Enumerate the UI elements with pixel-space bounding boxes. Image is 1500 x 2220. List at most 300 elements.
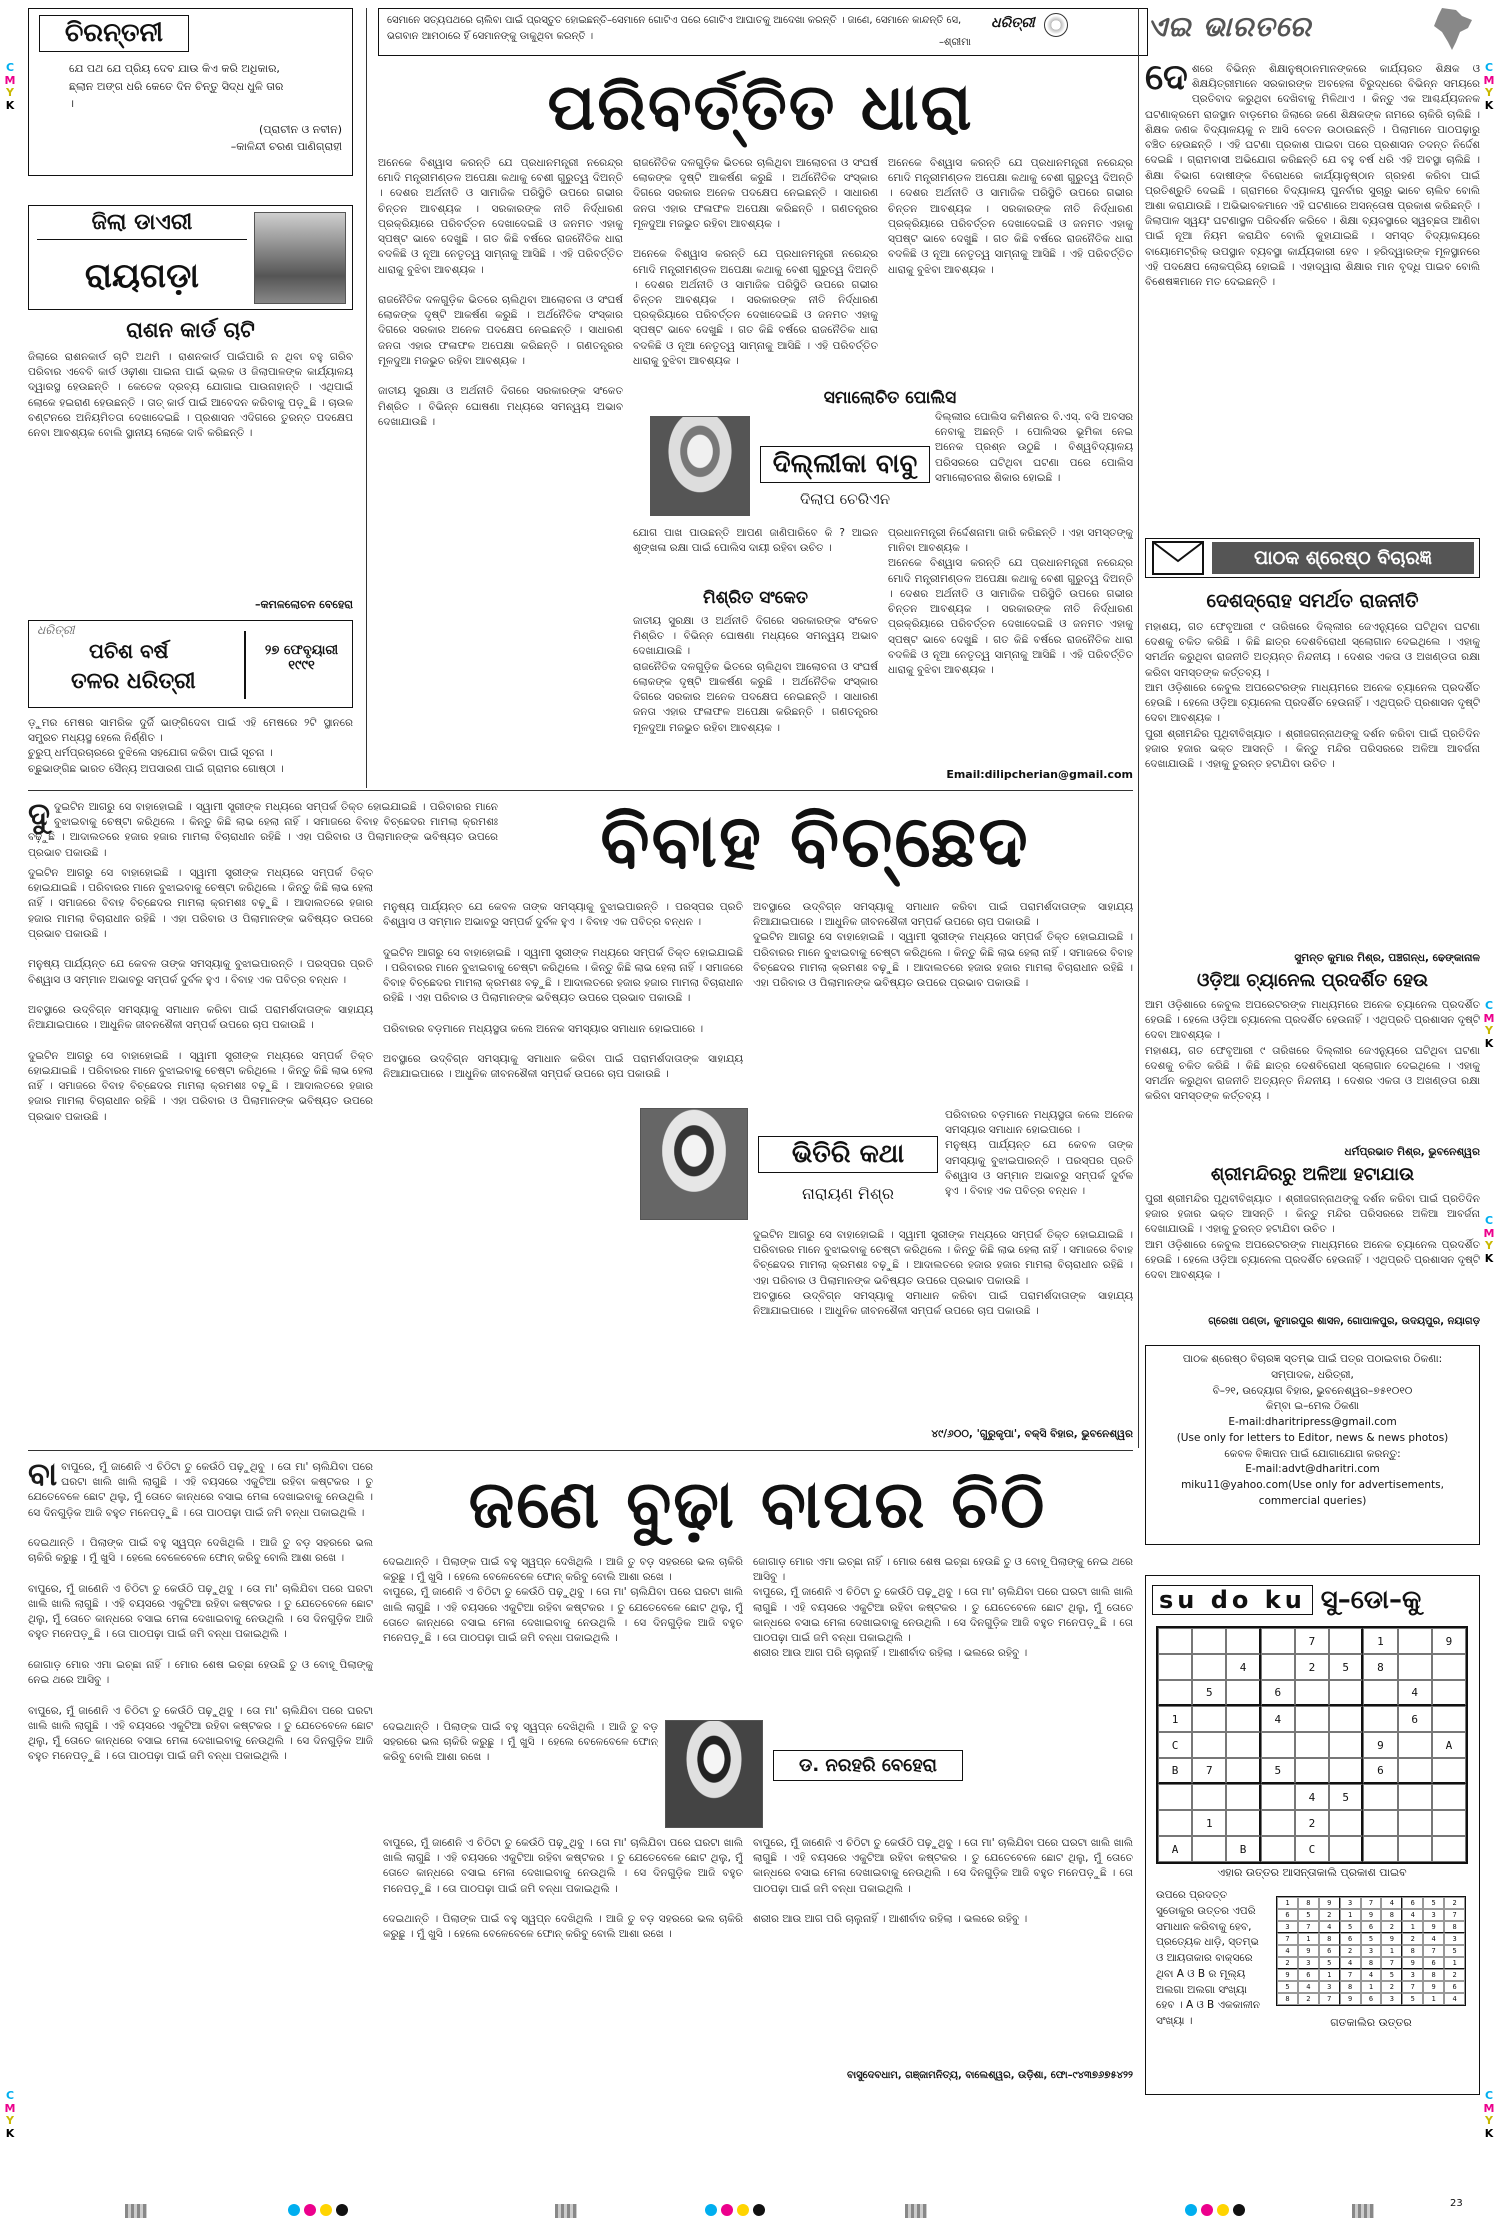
sudoku-cell: 8 [1363, 1654, 1397, 1680]
cmyk-mark-top-right: C M Y K [1483, 61, 1495, 112]
sudoku-answer-cell: 3 [1277, 1921, 1298, 1933]
article1-col3b-text: ଦିଲ୍ଲୀର ପୋଲିସ କମିଶନର ବି.ଏସ୍. ବସି ଅବସର ନେବାକୁ ଅଛନ୍ତି । ପୋଲିସର ଭୂମିକା ନେଇ ଅନେକ ପ୍ରଶ୍ନ ଉଠୁଛି । ବିଶ୍ୱବିଦ୍ୟାଳୟ ପରିସରରେ ଘଟିଥିବା ଘଟଣା ପରେ ପୋଲିସ ସମାଲୋଚନାର ଶିକାର ହୋଇଛି । [935, 411, 1133, 484]
sudoku-cell [1398, 1628, 1432, 1654]
sudoku-answer-cell: 7 [1277, 1933, 1298, 1945]
sudoku-cell [1226, 1810, 1260, 1836]
article2-byline-box [640, 1108, 940, 1223]
address-line: କିମ୍ବା ଇ–ମେଲ ଠିକଣା [1265, 1400, 1360, 1413]
article2-col3-text: ଅବସ୍ଥାରେ ଉଦ୍‌ବିଗ୍ନ ସମସ୍ୟାକୁ ସମାଧାନ କରିବା ପାଇଁ ପରାମର୍ଶଦାତାଙ୍କ ସାହାଯ୍ୟ ନିଆଯାଇପାରେ । ଆଧୁନିକ ଜୀବନଶୈଳୀ ସମ୍ପର୍କ ଉପରେ ଚାପ ପକାଉଛି । [753, 901, 1133, 929]
sudoku-cell: 4 [1226, 1654, 1260, 1680]
article1-col2c [633, 614, 878, 764]
article2-col3c [753, 1228, 1133, 1424]
article2-col3 [753, 900, 1133, 1105]
sudoku-cell [1329, 1628, 1363, 1654]
article3-intro: ବାବାପୁରେ, ମୁଁ ଜାଣେନି ଏ ଚିଠିଟା ତୁ କେଉଁଠି ପଢ଼ୁଥିବୁ । ତୋ ମା' ଚାଲିଯିବା ପରେ ଘରଟା ଖାଲି ଖାଲି ଲାଗୁଛି । ଏହି ବୟସରେ ଏକୁଟିଆ ରହିବା କଷ୍ଟକର । ତୁ ଯେତେବେଳେ ଛୋଟ ଥିଲୁ, ମୁଁ ତୋତେ କାନ୍ଧରେ ବସାଇ ମେଳା ଦେଖାଇବାକୁ ନେଉଥିଲି । ସେ ଦିନଗୁଡ଼ିକ ଆଜି ବହୁତ ମନେପଡ଼ୁଛି । ତୋ ପାଠପଢ଼ା ପାଇଁ ଜମି ବନ୍ଧା ପକାଇଥିଲି । ଦେଇଥାନ୍ତି । ପିଲାଙ୍କ ପାଇଁ ବହୁ ସ୍ୱପ୍ନ ଦେଖିଥିଲି । ଆଜି ତୁ ବଡ଼ ସହରରେ ଭଲ ଚାକିରି କରୁଛୁ । ମୁଁ ଖୁସି । ହେଲେ ବେଳେବେଳେ ଫୋନ୍ କରିବୁ ବୋଲି ଆଶା ରଖେ । ବାପୁରେ, ମୁଁ ଜାଣେନି ଏ ଚିଠିଟା ତୁ କେଉଁଠି ପଢ଼ୁଥିବୁ । ତୋ ମା' ଚାଲିଯିବା ପରେ ଘରଟା ଖାଲି ଖାଲି ଲାଗୁଛି । ଏହି ବୟସରେ ଏକୁଟିଆ ରହିବା କଷ୍ଟକର । ତୁ ଯେତେବେଳେ ଛୋଟ ଥିଲୁ, ମୁଁ ତୋତେ କାନ୍ଧରେ ବସାଇ ମେଳା ଦେଖାଇବାକୁ ନେଉଥିଲି । ସେ ଦିନଗୁଡ଼ିକ ଆଜି ବହୁତ ମନେପଡ଼ୁଛି । ତୋ ପାଠପଢ଼ା ପାଇଁ ଜମି ବନ୍ଧା ପକାଇଥିଲି । ଜୋଗାଡ଼ ମୋର ଏମା ଇଚ୍ଛା ନାହିଁ । ମୋର ଶେଷ ଇଚ୍ଛା ହେଉଛି ତୁ ଓ ବୋହୂ ପିଲାଙ୍କୁ ନେଇ ଥରେ ଆସିବୁ । ବାପୁରେ, ମୁଁ ଜାଣେନି ଏ ଚିଠିଟା ତୁ କେଉଁଠି ପଢ଼ୁଥିବୁ । ତୋ ମା' ଚାଲିଯିବା ପରେ ଘରଟା ଖାଲି ଖାଲି ଲାଗୁଛି । ଏହି ବୟସରେ ଏକୁଟିଆ ରହିବା କଷ୍ଟକର । ତୁ ଯେତେବେଳେ ଛୋଟ ଥିଲୁ, ମୁଁ ତୋତେ କାନ୍ଧରେ ବସାଇ ମେଳା ଦେଖାଇବାକୁ ନେଉଥିଲି । ସେ ଦିନଗୁଡ଼ିକ ଆଜି ବହୁତ ମନେପଡ଼ୁଛି । ତୋ ପାଠପଢ଼ା ପାଇଁ ଜମି ବନ୍ଧା ପକାଇଥିଲି । [28, 1460, 373, 1763]
sudoku-answer-grid [1276, 1896, 1466, 2006]
article1-section-heading2: ମିଶ୍ରିତ ସଂକେତ [703, 588, 808, 608]
sudoku-cell [1226, 1732, 1260, 1758]
sudoku-answer-cell: 9 [1423, 1921, 1444, 1933]
sudoku-cell [1226, 1706, 1260, 1732]
cmyk-mark-bottom-left: C M Y K [4, 2089, 16, 2140]
narayan-mishra-photo [640, 1108, 748, 1220]
sudoku-answer-cell: 6 [1402, 1897, 1423, 1909]
article3-col3c-text: ବାପୁରେ, ମୁଁ ଜାଣେନି ଏ ଚିଠିଟା ତୁ କେଉଁଠି ପଢ଼ୁଥିବୁ । ତୋ ମା' ଚାଲିଯିବା ପରେ ଘରଟା ଖାଲି ଖାଲି ଲାଗୁଛି । ଏହି ବୟସରେ ଏକୁଟିଆ ରହିବା କଷ୍ଟକର । ତୁ ଯେତେବେଳେ ଛୋଟ ଥିଲୁ, ମୁଁ ତୋତେ କାନ୍ଧରେ ବସାଇ ମେଳା ଦେଖାଇବାକୁ ନେଉଥିଲି । ସେ ଦିନଗୁଡ଼ିକ ଆଜି ବହୁତ ମନେପଡ଼ୁଛି । ତୋ ପାଠପଢ଼ା ପାଇଁ ଜମି ବନ୍ଧା ପକାଇଥିଲି । [753, 1837, 1133, 1895]
article1-byline-name: ଦିଲ୍ଲୀକା ବାବୁ [760, 446, 930, 483]
sudoku-grid [1156, 1626, 1468, 1864]
sudoku-cell: 7 [1192, 1758, 1226, 1784]
sudoku-answer-cell: 9 [1340, 1993, 1361, 2005]
letters-banner-text: ପାଠକ ଶ୍ରେଷ୍ଠ ବିଚାରଜ୍ଞ [1212, 542, 1474, 574]
article3-col3-text: ଜୋଗାଡ଼ ମୋର ଏମା ଇଚ୍ଛା ନାହିଁ । ମୋର ଶେଷ ଇଚ୍ଛା ହେଉଛି ତୁ ଓ ବୋହୂ ପିଲାଙ୍କୁ ନେଇ ଥରେ ଆସିବୁ । [753, 1556, 1133, 1584]
article2-col3-text2: ଦୁଇଟିନ ଆଗରୁ ସେ ବାହାହୋଇଛି । ସ୍ୱାମୀ ସ୍ତ୍ରୀଙ୍କ ମଧ୍ୟରେ ସମ୍ପର୍କ ତିକ୍ତ ହୋଇଯାଇଛି । ପରିବାରର ମାନେ ବୁଝାଇବାକୁ ଚେଷ୍ଟା କରିଥିଲେ । କିନ୍ତୁ କିଛି ଲାଭ ହେଲା ନାହିଁ । ସମାଜରେ ବିବାହ ବିଚ୍ଛେଦର ମାମଲା କ୍ରମଶଃ ବଢ଼ୁଛି । ଆଦାଲତରେ ହଜାର ହଜାର ମାମଲା ବିଚାରାଧୀନ ରହିଛି । ଏହା ପରିବାର ଓ ପିଲାମାନଙ୍କ ଭବିଷ୍ୟତ ଉପରେ ପ୍ରଭାବ ପକାଉଛି । [753, 931, 1133, 990]
sudoku-answer-cell: 1 [1340, 1909, 1361, 1921]
sudoku-answer-cell: 8 [1423, 1969, 1444, 1981]
sudoku-answer-cell: 4 [1277, 1945, 1298, 1957]
sudoku-answer-cell: 5 [1340, 1921, 1361, 1933]
article1-email: Email:dilipcherian@gmail.com [946, 768, 1133, 781]
sudoku-cell [1226, 1784, 1260, 1810]
sudoku-cell [1226, 1680, 1260, 1706]
article1-col1-text: ଅନେକେ ବିଶ୍ୱାସ କରନ୍ତି ଯେ ପ୍ରଧାନମନ୍ତ୍ରୀ ନରେନ୍ଦ୍ର ମୋଦି ମନ୍ତ୍ରୀମଣ୍ଡଳ ଅପେକ୍ଷା କଥାକୁ ବେଶୀ ଗୁରୁତ୍ୱ ଦିଅନ୍ତି । ଦେଶର ଅର୍ଥନୀତି ଓ ସାମାଜିକ ପରିସ୍ଥିତି ଉପରେ ଗଭୀର ଚିନ୍ତନ ଆବଶ୍ୟକ । ସରକାରଙ୍କ ନୀତି ନିର୍ଦ୍ଧାରଣ ପ୍ରକ୍ରିୟାରେ ପରିବର୍ତ୍ତନ ଦେଖାଦେଇଛି ଓ ଜନମତ ଏହାକୁ ସ୍ପଷ୍ଟ ଭାବେ ଦେଖୁଛି । ଗତ କିଛି ବର୍ଷରେ ରାଜନୈତିକ ଧାରା ବଦଳିଛି ଓ ନୂଆ ନେତୃତ୍ୱ ସାମ୍ନାକୁ ଆସିଛି । ଏହି ପରିବର୍ତ୍ତିତ ଧାରାକୁ ବୁଝିବା ଆବଶ୍ୟକ । [378, 157, 623, 276]
sudoku-cell [1192, 1628, 1226, 1654]
sudoku-cell: 1 [1158, 1706, 1192, 1732]
article3-col2c [383, 1836, 743, 2084]
sudoku-cell [1261, 1784, 1295, 1810]
sudoku-answer-cell: 2 [1340, 1945, 1361, 1957]
sudoku-answer-cell: 6 [1298, 1969, 1319, 1981]
dharitri-25-item: ଚୁରୁପ୍ ଧର୍ମପ୍ରଚାରରେ ବୁଝିଲେ ସହଯୋଗ କରିବା ପାଇଁ ସୂଚନା । [28, 747, 273, 760]
letter2-text-extra: ମହାଶୟ, ଗତ ଫେବୃଆରୀ ୯ ତାରିଖରେ ଦିଲ୍ଲୀର ଜେଏନ୍ୟୁରେ ଘଟିଥିବା ଘଟଣା ଦେଶକୁ ଚକିତ କରିଛି । କିଛି ଛାତ୍ର ଦେଶବିରୋଧୀ ସ୍ଲୋଗାନ ଦେଇଥିଲେ । ଏହାକୁ ସମର୍ଥନ କରୁଥିବା ରାଜନୀତି ଅତ୍ୟନ୍ତ ନିନ୍ଦନୀୟ । ଦେଶର ଏକତା ଓ ଅଖଣ୍ଡତା ରକ୍ଷା କରିବା ସମସ୍ତଙ୍କ କର୍ତ୍ତବ୍ୟ । [1145, 1044, 1480, 1103]
masthead-quote: ସେମାନେ ସତ୍ୟପଥରେ ଚାଲିବା ପାଇଁ ପ୍ରସ୍ତୁତ ହୋଇଛନ୍ତି–ସେମାନେ ଗୋଟିଏ ପରେ ଗୋଟିଏ ଆଘାତକୁ ଆଦେଖା କରନ୍ତି । ଜାଣେ, ସେମାନେ କାନ୍ଦନ୍ତି ସେ, ଭଗବାନ ଆମଠାରେ ହିଁ ସେମାନଙ୍କୁ ଡାକୁଥିବା କରନ୍ତି । [387, 15, 962, 42]
sudoku-caption: ଏହାର ଉତ୍ତର ଆସନ୍ତାକାଲି ପ୍ରକାଶ ପାଇବ [1217, 1866, 1407, 1879]
sudoku-cell: 2 [1295, 1654, 1329, 1680]
article1-col3c-text: ପ୍ରଧାନମନ୍ତ୍ରୀ ନିର୍ଦ୍ଦେଶନାମା ଜାରି କରିଛନ୍ତି । ଏହା ସମସ୍ତଙ୍କୁ ମାନିବା ଆବଶ୍ୟକ । [888, 527, 1133, 555]
temple-photo [254, 212, 346, 304]
ration-card-body [28, 350, 353, 600]
sudoku-cell [1295, 1680, 1329, 1706]
ad-contact-label: କେବଳ ବିଜ୍ଞାପନ ପାଇଁ ଯୋଗାଯୋଗ କରନ୍ତୁ: [1224, 1447, 1401, 1460]
sudoku-cell [1398, 1836, 1432, 1862]
article1-col2c-text2: ରାଜନୈତିକ ଦଳଗୁଡ଼ିକ ଭିତରେ ଚାଲିଥିବା ଆଲୋଚନା ଓ ସଂଘର୍ଷ ଲୋକଙ୍କ ଦୃଷ୍ଟି ଆକର୍ଷଣ କରୁଛି । ଅର୍ଥନୈତିକ ସଂସ୍କାର ଦିଗରେ ସରକାର ଅନେକ ପଦକ୍ଷେପ ନେଇଛନ୍ତି । ସାଧାରଣ ଜନତା ଏହାର ଫଳାଫଳ ଅପେକ୍ଷା କରିଛନ୍ତି । ଗଣତନ୍ତ୍ରର ମୂଳଦୁଆ ମଜଭୁତ ରହିବା ଆବଶ୍ୟକ । [633, 660, 878, 734]
sudoku-answer-cell: 8 [1277, 1993, 1298, 2005]
ration-card-text: ଜିଲାରେ ରାଶନକାର୍ଡ ଚାଟି ଅଥମି । ରାଶନକାର୍ଡ ପାଇଁପାରି ନ ଥିବା ବହୁ ଗରିବ ପରିବାର ଏବେବି କାର୍ଡ ଓଢ଼ୀଶା ପାଇନା ପାଇଁ ଭ୍ଲକ ଓ ଜିଲାପାଳଙ୍କ କାର୍ଯ୍ୟାଳୟ ଦ୍ୱାରସ୍ଥ ହେଉଛନ୍ତି । କେତେକ ଦ୍ରବ୍ୟ ଯୋଗାଇ ପାଉନାହାନ୍ତି । ଏଥିପାଇଁ ଲୋକେ ହଇରାଣ ହେଉଛନ୍ତି । ତାତ୍ କାର୍ଡ ପାଇଁ ଆବେଦନ କରିବାକୁ ପଡ଼ୁଛି । ଚାଉଳ ବଣ୍ଟନରେ ଅନିୟମିତତା ଦେଖାଦେଇଛି । ପ୍ରଶାସନ ଏଦିଗରେ ତୁରନ୍ତ ପଦକ୍ଷେପ ନେବା ଆବଶ୍ୟକ ବୋଲି ସ୍ଥାନୀୟ ଲୋକେ ଦାବି କରିଛନ୍ତି । [28, 351, 353, 440]
article3-col1-text2: ଦେଇଥାନ୍ତି । ପିଲାଙ୍କ ପାଇଁ ବହୁ ସ୍ୱପ୍ନ ଦେଖିଥିଲି । ଆଜି ତୁ ବଡ଼ ସହରରେ ଭଲ ଚାକିରି କରୁଛୁ । ମୁଁ ଖୁସି । ହେଲେ ବେଳେବେଳେ ଫୋନ୍ କରିବୁ ବୋଲି ଆଶା ରଖେ । [28, 1537, 373, 1565]
india-map-icon [1428, 6, 1476, 52]
sudoku-answer-cell: 8 [1340, 1981, 1361, 1993]
sudoku-answer-cell: 8 [1381, 1909, 1402, 1921]
sudoku-answer-cell: 1 [1277, 1897, 1298, 1909]
article3-col2-text2: ବାପୁରେ, ମୁଁ ଜାଣେନି ଏ ଚିଠିଟା ତୁ କେଉଁଠି ପଢ଼ୁଥିବୁ । ତୋ ମା' ଚାଲିଯିବା ପରେ ଘରଟା ଖାଲି ଖାଲି ଲାଗୁଛି । ଏହି ବୟସରେ ଏକୁଟିଆ ରହିବା କଷ୍ଟକର । ତୁ ଯେତେବେଳେ ଛୋଟ ଥିଲୁ, ମୁଁ ତୋତେ କାନ୍ଧରେ ବସାଇ ମେଳା ଦେଖାଇବାକୁ ନେଉଥିଲି । ସେ ଦିନଗୁଡ଼ିକ ଆଜି ବହୁତ ମନେପଡ଼ୁଛି । ତୋ ପାଠପଢ଼ା ପାଇଁ ଜମି ବନ୍ଧା ପକାଇଥିଲି । [383, 1586, 743, 1645]
sudoku-answer-cell: 2 [1444, 1897, 1465, 1909]
cmyk-mark-mid-right-2: C M Y K [1483, 1214, 1495, 1265]
sudoku-answer-cell: 2 [1381, 1981, 1402, 1993]
letter3-author: ଗ୍ରେଖା ପଣ୍ଡା, କୁମାରପୁର ଶାସନ, ଗୋପାଳପୁର, ଉଦୟପୁର, ନୟାଗଡ଼ [1208, 1316, 1480, 1327]
sudoku-answer-cell: 4 [1298, 1981, 1319, 1993]
sudoku-cell [1398, 1654, 1432, 1680]
sudoku-cell [1363, 1680, 1397, 1706]
article3-col3-text3: ଶରୀର ଆଉ ଆଗ ପରି ଚାଲୁନାହିଁ । ଆଶୀର୍ବାଦ ରହିଲା । ଭଲରେ ରହିବୁ । [753, 1647, 1028, 1660]
sudoku-answer-cell: 6 [1340, 1933, 1361, 1945]
sudoku-answer-cell: 5 [1319, 1957, 1340, 1969]
sudoku-answer-cell: 5 [1402, 1993, 1423, 2005]
article3-col2b-text: ଦେଇଥାନ୍ତି । ପିଲାଙ୍କ ପାଇଁ ବହୁ ସ୍ୱପ୍ନ ଦେଖିଥିଲି । ଆଜି ତୁ ବଡ଼ ସହରରେ ଭଲ ଚାକିରି କରୁଛୁ । ମୁଁ ଖୁସି । ହେଲେ ବେଳେବେଳେ ଫୋନ୍ କରିବୁ ବୋଲି ଆଶା ରଖେ । [383, 1721, 658, 1764]
article3-col2c-text2: ଦେଇଥାନ୍ତି । ପିଲାଙ୍କ ପାଇଁ ବହୁ ସ୍ୱପ୍ନ ଦେଖିଥିଲି । ଆଜି ତୁ ବଡ଼ ସହରରେ ଭଲ ଚାକିରି କରୁଛୁ । ମୁଁ ଖୁସି । ହେଲେ ବେଳେବେଳେ ଫୋନ୍ କରିବୁ ବୋଲି ଆଶା ରଖେ । [383, 1913, 743, 1941]
article1-col3-text: ଅନେକେ ବିଶ୍ୱାସ କରନ୍ତି ଯେ ପ୍ରଧାନମନ୍ତ୍ରୀ ନରେନ୍ଦ୍ର ମୋଦି ମନ୍ତ୍ରୀମଣ୍ଡଳ ଅପେକ୍ଷା କଥାକୁ ବେଶୀ ଗୁରୁତ୍ୱ ଦିଅନ୍ତି । ଦେଶର ଅର୍ଥନୀତି ଓ ସାମାଜିକ ପରିସ୍ଥିତି ଉପରେ ଗଭୀର ଚିନ୍ତନ ଆବଶ୍ୟକ । ସରକାରଙ୍କ ନୀତି ନିର୍ଦ୍ଧାରଣ ପ୍ରକ୍ରିୟାରେ ପରିବର୍ତ୍ତନ ଦେଖାଦେଇଛି ଓ ଜନମତ ଏହାକୁ ସ୍ପଷ୍ଟ ଭାବେ ଦେଖୁଛି । ଗତ କିଛି ବର୍ଷରେ ରାଜନୈତିକ ଧାରା ବଦଳିଛି ଓ ନୂଆ ନେତୃତ୍ୱ ସାମ୍ନାକୁ ଆସିଛି । ଏହି ପରିବର୍ତ୍ତିତ ଧାରାକୁ ବୁଝିବା ଆବଶ୍ୟକ । [888, 157, 1133, 276]
sudoku-cell [1295, 1706, 1329, 1732]
footer-gray-bar [125, 2204, 147, 2218]
sudoku-answer-cell: 5 [1361, 1933, 1382, 1945]
sudoku-answer-cell: 7 [1444, 1909, 1465, 1921]
sudoku-cell: 6 [1398, 1706, 1432, 1732]
article1-byline-author: ଦିଲାପ ଚେରିଏନ [799, 490, 891, 508]
sudoku-cell [1158, 1680, 1192, 1706]
letter2-title: ଓଡ଼ିଆ ଚ୍ୟାନେଲ ପ୍ରଦର୍ଶିତ ହେଉ [1196, 970, 1429, 991]
dharitri-25-item: ଡ଼ୁମର ମେଷର ସାମରିକ ଦୁର୍ଜି ଭାଙ୍ଗିଦେବା ପାଇଁ ଏହି ମେଷରେ ୨ଟି ସ୍ଥାନରେ ସମ୍ପ୍ରଚ ମଧ୍ୟସ୍ଥ ହେଲେ ନିର୍ଣ୍ଣିତ । [28, 717, 353, 745]
sudoku-answer-cell: 6 [1423, 1957, 1444, 1969]
district-diary-label: ଜିଲା ଡାଏରୀ [37, 210, 247, 240]
article1-col3b [935, 410, 1133, 520]
sudoku-answer-cell: 1 [1423, 1993, 1444, 2005]
section-logo [1145, 6, 1480, 52]
chirantani-source: (ପ୍ରାଚୀନ ଓ ନବୀନ) [259, 122, 342, 136]
footer-reg-dots [1185, 2204, 1245, 2216]
sudoku-cell: 4 [1398, 1680, 1432, 1706]
ad-email-link[interactable]: E-mail:advt@dharitri.com [1245, 1463, 1380, 1476]
sudoku-title [1152, 1582, 1421, 1618]
article1-col1-text-extra: ଜାତୀୟ ସୁରକ୍ଷା ଓ ଅର୍ଥନୀତି ଦିଗରେ ସରକାରଙ୍କ ସଂକେତ ମିଶ୍ରିତ । ବିଭିନ୍ନ ଘୋଷଣା ମଧ୍ୟରେ ସମନ୍ୱୟ ଅଭାବ ଦେଖାଯାଉଛି । [378, 385, 623, 428]
letter2-author: ଧର୍ମପ୍ରଭାତ ମିଶ୍ର, ଭୁବନେଶ୍ୱର [1344, 1146, 1480, 1158]
sudoku-cell [1192, 1732, 1226, 1758]
article1-headline: ପରିବର୍ତ୍ତିତ ଧାରା [547, 71, 974, 145]
article3-col1-text3: ବାପୁରେ, ମୁଁ ଜାଣେନି ଏ ଚିଠିଟା ତୁ କେଉଁଠି ପଢ଼ୁଥିବୁ । ତୋ ମା' ଚାଲିଯିବା ପରେ ଘରଟା ଖାଲି ଖାଲି ଲାଗୁଛି । ଏହି ବୟସରେ ଏକୁଟିଆ ରହିବା କଷ୍ଟକର । ତୁ ଯେତେବେଳେ ଛୋଟ ଥିଲୁ, ମୁଁ ତୋତେ କାନ୍ଧରେ ବସାଇ ମେଳା ଦେଖାଇବାକୁ ନେଉଥିଲି । ସେ ଦିନଗୁଡ଼ିକ ଆଜି ବହୁତ ମନେପଡ଼ୁଛି । ତୋ ପାଠପଢ଼ା ପାଇଁ ଜମି ବନ୍ଧା ପକାଇଥିଲି । [28, 1582, 373, 1641]
sudoku-cell: B [1226, 1836, 1260, 1862]
sudoku-answer-cell: 9 [1277, 1969, 1298, 1981]
sudoku-cell: C [1158, 1732, 1192, 1758]
sudoku-answer-cell: 2 [1298, 1993, 1319, 2005]
article3-col1-text5: ବାପୁରେ, ମୁଁ ଜାଣେନି ଏ ଚିଠିଟା ତୁ କେଉଁଠି ପଢ଼ୁଥିବୁ । ତୋ ମା' ଚାଲିଯିବା ପରେ ଘରଟା ଖାଲି ଖାଲି ଲାଗୁଛି । ଏହି ବୟସରେ ଏକୁଟିଆ ରହିବା କଷ୍ଟକର । ତୁ ଯେତେବେଳେ ଛୋଟ ଥିଲୁ, ମୁଁ ତୋତେ କାନ୍ଧରେ ବସାଇ ମେଳା ଦେଖାଇବାକୁ ନେଉଥିଲି । ସେ ଦିନଗୁଡ଼ିକ ଆଜି ବହୁତ ମନେପଡ଼ୁଛି । ତୋ ପାଠପଢ଼ା ପାଇଁ ଜମି ବନ୍ଧା ପକାଇଥିଲି । [28, 1704, 373, 1763]
sudoku-answer-cell: 2 [1277, 1957, 1298, 1969]
sudoku-answer-cell: 8 [1319, 1933, 1340, 1945]
sudoku-answer-cell: 3 [1340, 1897, 1361, 1909]
letter1-text-extra2: ପୁରୀ ଶ୍ରୀମନ୍ଦିର ପୃଥିବୀବିଖ୍ୟାତ । ଶ୍ରୀଜଗନ୍ନାଥଙ୍କୁ ଦର୍ଶନ କରିବା ପାଇଁ ପ୍ରତିଦିନ ହଜାର ହଜାର ଭକ୍ତ ଆସନ୍ତି । କିନ୍ତୁ ମନ୍ଦିର ପରିସରରେ ଅଳିଆ ଆବର୍ଜନା ଦେଖାଯାଉଛି । ଏହାକୁ ତୁରନ୍ତ ହଟାଯିବା ଉଚିତ । [1145, 727, 1480, 770]
sudoku-cell: 9 [1432, 1628, 1466, 1654]
sudoku-answer-cell: 7 [1381, 1957, 1402, 1969]
sudoku-answer-cell: 3 [1423, 1909, 1444, 1921]
sudoku-answer-intro: ଉପରେ ପ୍ରଦତ୍ତ ସୁଡୋକୁର ଉତ୍ତର ଏପରି ସମାଧାନ କରିବାକୁ ହେବ, ପ୍ରତ୍ୟେକ ଧାଡ଼ି, ସ୍ତମ୍ଭ ଓ ଆୟତାକାର ବାକ୍ସରେ ଥିବା A ଓ B ର ମୂଲ୍ୟ ଅଲଗା ଅଲଗା ସଂଖ୍ୟା ହେବ । A ଓ B ଏକକାଳୀନ ସଂଖ୍ୟା । [1156, 1889, 1260, 2027]
article3-col3c-text2: ଶରୀର ଆଉ ଆଗ ପରି ଚାଲୁନାହିଁ । ଆଶୀର୍ବାଦ ରହିଲା । ଭଲରେ ରହିବୁ । [753, 1913, 1028, 1926]
sudoku-cell: 7 [1295, 1628, 1329, 1654]
dharitri-25-label: ଧରିତ୍ରୀ [37, 623, 75, 637]
sudoku-answer-cell: 9 [1402, 1957, 1423, 1969]
address-line: ସମ୍ପାଦକ, ଧରିତ୍ରୀ, [1271, 1368, 1354, 1381]
article1-col2-text-extra: ଅନେକେ ବିଶ୍ୱାସ କରନ୍ତି ଯେ ପ୍ରଧାନମନ୍ତ୍ରୀ ନରେନ୍ଦ୍ର ମୋଦି ମନ୍ତ୍ରୀମଣ୍ଡଳ ଅପେକ୍ଷା କଥାକୁ ବେଶୀ ଗୁରୁତ୍ୱ ଦିଅନ୍ତି । ଦେଶର ଅର୍ଥନୀତି ଓ ସାମାଜିକ ପରିସ୍ଥିତି ଉପରେ ଗଭୀର ଚିନ୍ତନ ଆବଶ୍ୟକ । ସରକାରଙ୍କ ନୀତି ନିର୍ଦ୍ଧାରଣ ପ୍ରକ୍ରିୟାରେ ପରିବର୍ତ୍ତନ ଦେଖାଦେଇଛି ଓ ଜନମତ ଏହାକୁ ସ୍ପଷ୍ଟ ଭାବେ ଦେଖୁଛି । ଗତ କିଛି ବର୍ଷରେ ରାଜନୈତିକ ଧାରା ବଦଳିଛି ଓ ନୂଆ ନେତୃତ୍ୱ ସାମ୍ନାକୁ ଆସିଛି । ଏହି ପରିବର୍ତ୍ତିତ ଧାରାକୁ ବୁଝିବା ଆବଶ୍ୟକ । [633, 248, 878, 367]
article1-col2-text: ରାଜନୈତିକ ଦଳଗୁଡ଼ିକ ଭିତରେ ଚାଲିଥିବା ଆଲୋଚନା ଓ ସଂଘର୍ଷ ଲୋକଙ୍କ ଦୃଷ୍ଟି ଆକର୍ଷଣ କରୁଛି । ଅର୍ଥନୈତିକ ସଂସ୍କାର ଦିଗରେ ସରକାର ଅନେକ ପଦକ୍ଷେପ ନେଇଛନ୍ତି । ସାଧାରଣ ଜନତା ଏହାର ଫଳାଫଳ ଅପେକ୍ଷା କରିଛନ୍ତି । ଗଣତନ୍ତ୍ରର ମୂଳଦୁଆ ମଜଭୁତ ରହିବା ଆବଶ୍ୟକ । [633, 157, 878, 230]
sudoku-answer-cell: 6 [1361, 1993, 1382, 2005]
letter1-author: ସୁମନ୍ତ କୁମାର ମିଶ୍ର, ପଞ୍ଚଗନ୍ଧ, ଢେଙ୍କାନାଳ [1294, 952, 1480, 964]
sudoku-cell: 4 [1261, 1706, 1295, 1732]
sudoku-cell [1398, 1784, 1432, 1810]
letters-banner [1145, 538, 1480, 578]
sudoku-cell [1363, 1706, 1397, 1732]
sudoku-answer-cell: 6 [1361, 1921, 1382, 1933]
article2-col1-text4: ଦୁଇଟିନ ଆଗରୁ ସେ ବାହାହୋଇଛି । ସ୍ୱାମୀ ସ୍ତ୍ରୀଙ୍କ ମଧ୍ୟରେ ସମ୍ପର୍କ ତିକ୍ତ ହୋଇଯାଇଛି । ପରିବାରର ମାନେ ବୁଝାଇବାକୁ ଚେଷ୍ଟା କରିଥିଲେ । କିନ୍ତୁ କିଛି ଲାଭ ହେଲା ନାହିଁ । ସମାଜରେ ବିବାହ ବିଚ୍ଛେଦର ମାମଲା କ୍ରମଶଃ ବଢ଼ୁଛି । ଆଦାଲତରେ ହଜାର ହଜାର ମାମଲା ବିଚାରାଧୀନ ରହିଛି । ଏହା ପରିବାର ଓ ପିଲାମାନଙ୍କ ଭବିଷ୍ୟତ ଉପରେ ପ୍ରଭାବ ପକାଉଛି । [28, 1049, 373, 1123]
district-diary-box [28, 205, 353, 310]
sudoku-cell: 5 [1329, 1784, 1363, 1810]
sudoku-answer-cell: 1 [1361, 1981, 1382, 1993]
sudoku-cell: 5 [1192, 1680, 1226, 1706]
article3-col1-text: ବାପୁରେ, ମୁଁ ଜାଣେନି ଏ ଚିଠିଟା ତୁ କେଉଁଠି ପଢ଼ୁଥିବୁ । ତୋ ମା' ଚାଲିଯିବା ପରେ ଘରଟା ଖାଲି ଖାଲି ଲାଗୁଛି । ଏହି ବୟସରେ ଏକୁଟିଆ ରହିବା କଷ୍ଟକର । ତୁ ଯେତେବେଳେ ଛୋଟ ଥିଲୁ, ମୁଁ ତୋତେ କାନ୍ଧରେ ବସାଇ ମେଳା ଦେଖାଇବାକୁ ନେଉଥିଲି । ସେ ଦିନଗୁଡ଼ିକ ଆଜି ବହୁତ ମନେପଡ଼ୁଛି । ତୋ ପାଠପଢ଼ା ପାଇଁ ଜମି ବନ୍ଧା ପକାଇଥିଲି । [28, 1461, 373, 1519]
sudoku-cell [1432, 1706, 1466, 1732]
dharitri-25-date: ୨୭ ଫେବୃୟାରୀ ୧୯୯୧ [264, 643, 339, 673]
sudoku-cell [1363, 1836, 1397, 1862]
chirantani-poem: ଯେ ପଥ ଯେ ପ୍ରିୟ ଦେବ ଯାଉ କିଏ କରି ଅଧିକାର, ଛ୍ଲାନ ଅଙ୍ଗ ଧରି କେତେ ଦିନ ଚିନ୍ତୁ ସିଦ୍ଧ ଧୁଳି ତାର । [69, 62, 284, 111]
sudoku-cell [1192, 1654, 1226, 1680]
cmyk-mark-bottom-right: C M Y K [1483, 2089, 1495, 2140]
dharitri-25-items [28, 716, 353, 786]
sudoku-cell [1158, 1810, 1192, 1836]
article2-byline-author: ନାରାୟଣ ମିଶ୍ର [802, 1184, 894, 1203]
sudoku-cell [1363, 1784, 1397, 1810]
article1-col1-text-repeat: ରାଜନୈତିକ ଦଳଗୁଡ଼ିକ ଭିତରେ ଚାଲିଥିବା ଆଲୋଚନା ଓ ସଂଘର୍ଷ ଲୋକଙ୍କ ଦୃଷ୍ଟି ଆକର୍ଷଣ କରୁଛି । ଅର୍ଥନୈତିକ ସଂସ୍କାର ଦିଗରେ ସରକାର ଅନେକ ପଦକ୍ଷେପ ନେଇଛନ୍ତି । ସାଧାରଣ ଜନତା ଏହାର ଫଳାଫଳ ଅପେକ୍ଷା କରିଛନ୍ତି । ଗଣତନ୍ତ୍ରର ମୂଳଦୁଆ ମଜଭୁତ ରହିବା ଆବଶ୍ୟକ । [378, 293, 623, 367]
sudoku-answer-caption: ଗତକାଲିର ଉତ୍ତର [1330, 2016, 1412, 2029]
article1-col2b-text: ଯୋଗ ପାଖ ପାଉଛନ୍ତି ଆପଣ ଜାଣିପାରିବେ କି ? ଆଇନ ଶୃଙ୍ଖଳା ରକ୍ଷା ପାଇଁ ପୋଲିସ ଦାୟୀ ରହିବା ଉଚିତ । [633, 527, 878, 555]
sudoku-cell: 4 [1295, 1784, 1329, 1810]
sudoku-cell [1261, 1654, 1295, 1680]
sudoku-cell [1158, 1784, 1192, 1810]
article2-col1-text3: ଅବସ୍ଥାରେ ଉଦ୍‌ବିଗ୍ନ ସମସ୍ୟାକୁ ସମାଧାନ କରିବା ପାଇଁ ପରାମର୍ଶଦାତାଙ୍କ ସାହାଯ୍ୟ ନିଆଯାଇପାରେ । ଆଧୁନିକ ଜୀବନଶୈଳୀ ସମ୍ପର୍କ ଉପରେ ଚାପ ପକାଉଛି । [28, 1003, 373, 1032]
sudoku-cell [1329, 1758, 1363, 1784]
ei-bharatare-text: ଦେଶରେ ବିଭିନ୍ନ ଶିକ୍ଷାନୁଷ୍ଠାନମାନଙ୍କରେ କାର୍ଯ୍ୟରତ ଶିକ୍ଷକ ଓ ଶିକ୍ଷୟିତ୍ରୀମାନେ ସରକାରଙ୍କ ଅବହେଳା ବିରୁଦ୍ଧରେ ବିଭିନ୍ନ ସମୟରେ ପ୍ରତିବାଦ କରୁଥିବା ଦେଖିବାକୁ ମିଳିଥାଏ । କିନ୍ତୁ ଏକ ଆଶ୍ଚର୍ଯ୍ୟଜନକ ଘଟଣାକ୍ରମେ ରାଜସ୍ଥାନ ବାଡ଼ମେର ଜିଲାରେ ଜଣେ ଶିକ୍ଷକଙ୍କ ନାମରେ ଚାକିରି ଚାଲିଛି । ଶିକ୍ଷକ ଜଣକ ବିଦ୍ୟାଳୟକୁ ନ ଆସି ବେତନ ଉଠାଉଛନ୍ତି । ପିଲାମାନେ ପାଠପଢ଼ାରୁ ବଞ୍ଚିତ ହେଉଛନ୍ତି । ଏହି ଘଟଣା ପ୍ରକାଶ ପାଇବା ପରେ ପ୍ରଶାସନ ତଦନ୍ତ ନିର୍ଦ୍ଦେଶ ଦେଇଛି । ଗ୍ରାମବାସୀ ଅଭିଯୋଗ କରିଛନ୍ତି ଯେ ବହୁ ବର୍ଷ ଧରି ଏହି ଅବସ୍ଥା ଚାଲିଛି । ଶିକ୍ଷା ବିଭାଗ ଦୋଷୀଙ୍କ ବିରୋଧରେ କାର୍ଯ୍ୟାନୁଷ୍ଠାନ ଗ୍ରହଣ କରିବା ପାଇଁ ପ୍ରତିଶ୍ରୁତି ଦେଇଛି । ଗ୍ରାମରେ ବିଦ୍ୟାଳୟ ପୁନର୍ବାର ସୁଚାରୁ ଭାବେ ଚାଲିବ ବୋଲି ଆଶା କରାଯାଉଛି । ଅଭିଭାବକମାନେ ଏହି ଘଟଣାରେ ଅସନ୍ତୋଷ ପ୍ରକାଶ କରିଛନ୍ତି । ଜିଲାପାଳ ସ୍ୱୟଂ ଘଟଣାସ୍ଥଳ ପରିଦର୍ଶନ କରିବେ । ଶିକ୍ଷା ବ୍ୟବସ୍ଥାରେ ସ୍ୱଚ୍ଛତା ଆଣିବା ପାଇଁ ନୂଆ ନିୟମ କରାଯିବ ବୋଲି କୁହାଯାଇଛି । ସମସ୍ତ ବିଦ୍ୟାଳୟରେ ବାୟୋମେଟ୍ରିକ୍ ଉପସ୍ଥାନ ବ୍ୟବସ୍ଥା କାର୍ଯ୍ୟକାରୀ ହେବ । ହରିଦ୍ୱାରଙ୍କ ମୂଳସ୍ଥାନରେ ଏହି ପଦକ୍ଷେପ ଲୋକପ୍ରିୟ ହୋଇଛି । ଏହାଦ୍ୱାରା ଶିକ୍ଷାର ମାନ ବୃଦ୍ଧି ପାଇବ ବୋଲି ବିଶେଷଜ୍ଞମାନେ ମତ ଦେଇଛନ୍ତି । [1145, 62, 1480, 289]
sudoku-cell [1432, 1654, 1466, 1680]
sudoku-answer-cell: 7 [1361, 1897, 1382, 1909]
footer-reg-dots [288, 2204, 348, 2216]
article3-col3b [970, 1830, 1133, 1831]
page-number: 23 [1450, 2198, 1463, 2209]
sudoku-cell [1261, 1628, 1295, 1654]
article1-col2b [633, 526, 878, 586]
sudoku-answer-cell: 8 [1361, 1957, 1382, 1969]
sudoku-answer-cell: 9 [1298, 1945, 1319, 1957]
sudoku-answer-cell: 4 [1444, 1993, 1465, 2005]
letter3-body [1145, 1192, 1480, 1312]
envelope-icon [1152, 541, 1204, 575]
ad-email-alt-link[interactable]: miku11@yahoo.com(Use only for advertisements, commercial queries) [1181, 1479, 1444, 1507]
sudoku-cell: B [1158, 1758, 1192, 1784]
sudoku-cell: A [1432, 1732, 1466, 1758]
sudoku-answer-cell: 4 [1361, 1969, 1382, 1981]
sudoku-cell: 6 [1363, 1758, 1397, 1784]
sudoku-answer-cell: 7 [1298, 1921, 1319, 1933]
sudoku-answer-cell: 2 [1319, 1909, 1340, 1921]
article2-col2-text3: ପରିବାରର ବଡ଼ମାନେ ମଧ୍ୟସ୍ଥତା କଲେ ଅନେକ ସମସ୍ୟାର ସମାଧାନ ହୋଇପାରେ । [383, 1022, 704, 1035]
sudoku-answer-cell: 1 [1381, 1945, 1402, 1957]
article1-section-heading: ସମାଲୋଚିତ ପୋଲିସ [823, 388, 957, 408]
article3-col1-text4: ଜୋଗାଡ଼ ମୋର ଏମା ଇଚ୍ଛା ନାହିଁ । ମୋର ଶେଷ ଇଚ୍ଛା ହେଉଛି ତୁ ଓ ବୋହୂ ପିଲାଙ୍କୁ ନେଇ ଥରେ ଆସିବୁ । [28, 1658, 373, 1687]
sudoku-cell [1329, 1732, 1363, 1758]
letter2-body [1145, 998, 1480, 1143]
sudoku-cell [1158, 1654, 1192, 1680]
sudoku-cell: 1 [1363, 1628, 1397, 1654]
sudoku-answer-cell: 2 [1402, 1933, 1423, 1945]
letter3-text-extra: ଆମ ଓଡ଼ିଶାରେ କେବୁଲ ଅପରେଟରଙ୍କ ମାଧ୍ୟମରେ ଅନେକ ଚ୍ୟାନେଲ ପ୍ରଦର୍ଶିତ ହେଉଛି । ହେଲେ ଓଡ଼ିଆ ଚ୍ୟାନେଲ ପ୍ରଦର୍ଶିତ ହେଉନାହିଁ । ଏଥିପ୍ରତି ପ୍ରଶାସନ ଦୃଷ୍ଟି ଦେବା ଆବଶ୍ୟକ । [1145, 1238, 1480, 1282]
editor-email-note: (Use only for letters to Editor, news & news photos) [1176, 1431, 1449, 1444]
dharitri-25-title1: ପଚିଶ ବର୍ଷ [89, 639, 169, 663]
sudoku-cell [1261, 1836, 1295, 1862]
sudoku-answer-cell: 3 [1444, 1933, 1465, 1945]
article3-address: ବାସୁଦେବଧାମ, ଗଞ୍ଜାମନିତ୍ୟ, ବାଲେଶ୍ୱର, ଉଡ଼ିଶା, ଫୋ–୯୪୩୭୬୭୫୪୨୨ [847, 2070, 1133, 2081]
sudoku-cell [1295, 1758, 1329, 1784]
sudoku-cell: 1 [1192, 1810, 1226, 1836]
sudoku-cell [1398, 1758, 1432, 1784]
article2-col3c-text2: ଅବସ୍ଥାରେ ଉଦ୍‌ବିଗ୍ନ ସମସ୍ୟାକୁ ସମାଧାନ କରିବା ପାଇଁ ପରାମର୍ଶଦାତାଙ୍କ ସାହାଯ୍ୟ ନିଆଯାଇପାରେ । ଆଧୁନିକ ଜୀବନଶୈଳୀ ସମ୍ପର୍କ ଉପରେ ଚାପ ପକାଉଛି । [753, 1289, 1133, 1318]
sudoku-answer-cell: 6 [1319, 1945, 1340, 1957]
sudoku-cell [1192, 1836, 1226, 1862]
article2-col1-text: ଦୁଇଟିନ ଆଗରୁ ସେ ବାହାହୋଇଛି । ସ୍ୱାମୀ ସ୍ତ୍ରୀଙ୍କ ମଧ୍ୟରେ ସମ୍ପର୍କ ତିକ୍ତ ହୋଇଯାଇଛି । ପରିବାରର ମାନେ ବୁଝାଇବାକୁ ଚେଷ୍ଟା କରିଥିଲେ । କିନ୍ତୁ କିଛି ଲାଭ ହେଲା ନାହିଁ । ସମାଜରେ ବିବାହ ବିଚ୍ଛେଦର ମାମଲା କ୍ରମଶଃ ବଢ଼ୁଛି । ଆଦାଲତରେ ହଜାର ହଜାର ମାମଲା ବିଚାରାଧୀନ ରହିଛି । ଏହା ପରିବାର ଓ ପିଲାମାନଙ୍କ ଭବିଷ୍ୟତ ଉପରେ ପ୍ରଭାବ ପକାଉଛି । [28, 867, 373, 940]
sudoku-box [1145, 1575, 1480, 2095]
sudoku-answer-cell: 7 [1423, 1945, 1444, 1957]
sudoku-answer-cell: 3 [1298, 1957, 1319, 1969]
sudoku-cell [1432, 1680, 1466, 1706]
sudoku-answer-cell: 5 [1444, 1945, 1465, 1957]
article2-col2-text: ମନୁଷ୍ୟ ପାର୍ଯ୍ୟନ୍ତ ଯେ କେବଳ ତାଙ୍କ ସମସ୍ୟାକୁ ବୁଝାଇପାରନ୍ତି । ପରସ୍ପର ପ୍ରତି ବିଶ୍ୱାସ ଓ ସମ୍ମାନ ଅଭାବରୁ ସମ୍ପର୍କ ଦୁର୍ବଳ ହୁଏ । ବିବାହ ଏକ ପବିତ୍ର ବନ୍ଧନ । [383, 901, 743, 929]
narahari-behera-photo [665, 1720, 763, 1828]
footer-reg-dots [705, 2204, 765, 2216]
sudoku-cell [1398, 1732, 1432, 1758]
article1-col1 [378, 156, 623, 786]
letter2-text: ଆମ ଓଡ଼ିଶାରେ କେବୁଲ ଅପରେଟରଙ୍କ ମାଧ୍ୟମରେ ଅନେକ ଚ୍ୟାନେଲ ପ୍ରଦର୍ଶିତ ହେଉଛି । ହେଲେ ଓଡ଼ିଆ ଚ୍ୟାନେଲ ପ୍ରଦର୍ଶିତ ହେଉନାହିଁ । ଏଥିପ୍ରତି ପ୍ରଶାସନ ଦୃଷ୍ଟି ଦେବା ଆବଶ୍ୟକ । [1145, 999, 1480, 1042]
article2-col3b-text: ପରିବାରର ବଡ଼ମାନେ ମଧ୍ୟସ୍ଥତା କଲେ ଅନେକ ସମସ୍ୟାର ସମାଧାନ ହୋଇପାରେ । [945, 1109, 1133, 1137]
masthead-emblem-icon [1044, 13, 1068, 37]
article1-col2c-text: ଜାତୀୟ ସୁରକ୍ଷା ଓ ଅର୍ଥନୀତି ଦିଗରେ ସରକାରଙ୍କ ସଂକେତ ମିଶ୍ରିତ । ବିଭିନ୍ନ ଘୋଷଣା ମଧ୍ୟରେ ସମନ୍ୱୟ ଅଭାବ ଦେଖାଯାଉଛି । [633, 615, 878, 658]
article1-byline-box [650, 410, 930, 522]
sudoku-answer-cell: 7 [1340, 1969, 1361, 1981]
sudoku-answer-cell: 5 [1298, 1909, 1319, 1921]
sudoku-cell [1329, 1706, 1363, 1732]
sudoku-answer-cell: 6 [1444, 1981, 1465, 1993]
sudoku-cell [1329, 1680, 1363, 1706]
chirantani-title: ଚିରନ୍ତନୀ [39, 15, 189, 52]
sudoku-cell [1158, 1628, 1192, 1654]
article1-col3 [888, 156, 1133, 386]
article3-headline: ଜଣେ ବୁଢ଼ା ବାପର ଚିଠି [468, 1466, 1047, 1543]
chirantani-poet: –କାଳିନ୍ଦୀ ଚରଣ ପାଣିଗ୍ରାହୀ [230, 139, 342, 153]
sudoku-answer-cell: 1 [1402, 1921, 1423, 1933]
letter3-text: ପୁରୀ ଶ୍ରୀମନ୍ଦିର ପୃଥିବୀବିଖ୍ୟାତ । ଶ୍ରୀଜଗନ୍ନାଥଙ୍କୁ ଦର୍ଶନ କରିବା ପାଇଁ ପ୍ରତିଦିନ ହଜାର ହଜାର ଭକ୍ତ ଆସନ୍ତି । କିନ୍ତୁ ମନ୍ଦିର ପରିସରରେ ଅଳିଆ ଆବର୍ଜନା ଦେଖାଯାଉଛି । ଏହାକୁ ତୁରନ୍ତ ହଟାଯିବା ଉଚିତ । [1145, 1193, 1480, 1236]
article1-col2 [633, 156, 878, 426]
article2-col3c-text: ଦୁଇଟିନ ଆଗରୁ ସେ ବାହାହୋଇଛି । ସ୍ୱାମୀ ସ୍ତ୍ରୀଙ୍କ ମଧ୍ୟରେ ସମ୍ପର୍କ ତିକ୍ତ ହୋଇଯାଇଛି । ପରିବାରର ମାନେ ବୁଝାଇବାକୁ ଚେଷ୍ଟା କରିଥିଲେ । କିନ୍ତୁ କିଛି ଲାଭ ହେଲା ନାହିଁ । ସମାଜରେ ବିବାହ ବିଚ୍ଛେଦର ମାମଲା କ୍ରମଶଃ ବଢ଼ୁଛି । ଆଦାଲତରେ ହଜାର ହଜାର ମାମଲା ବିଚାରାଧୀନ ରହିଛି । ଏହା ପରିବାର ଓ ପିଲାମାନଙ୍କ ଭବିଷ୍ୟତ ଉପରେ ପ୍ରଭାବ ପକାଉଛି । [753, 1229, 1133, 1287]
cmyk-mark-top-left: C M Y K [4, 61, 16, 112]
article2-col1-text2: ମନୁଷ୍ୟ ପାର୍ଯ୍ୟନ୍ତ ଯେ କେବଳ ତାଙ୍କ ସମସ୍ୟାକୁ ବୁଝାଇପାରନ୍ତି । ପରସ୍ପର ପ୍ରତି ବିଶ୍ୱାସ ଓ ସମ୍ମାନ ଅଭାବରୁ ସମ୍ପର୍କ ଦୁର୍ବଳ ହୁଏ । ବିବାହ ଏକ ପବିତ୍ର ବନ୍ଧନ । [28, 958, 373, 986]
sudoku-cell [1398, 1810, 1432, 1836]
article3-col2c-text: ବାପୁରେ, ମୁଁ ଜାଣେନି ଏ ଚିଠିଟା ତୁ କେଉଁଠି ପଢ଼ୁଥିବୁ । ତୋ ମା' ଚାଲିଯିବା ପରେ ଘରଟା ଖାଲି ଖାଲି ଲାଗୁଛି । ଏହି ବୟସରେ ଏକୁଟିଆ ରହିବା କଷ୍ଟକର । ତୁ ଯେତେବେଳେ ଛୋଟ ଥିଲୁ, ମୁଁ ତୋତେ କାନ୍ଧରେ ବସାଇ ମେଳା ଦେଖାଇବାକୁ ନେଉଥିଲି । ସେ ଦିନଗୁଡ଼ିକ ଆଜି ବହୁତ ମନେପଡ଼ୁଛି । ତୋ ପାଠପଢ଼ା ପାଇଁ ଜମି ବନ୍ଧା ପକାଇଥିଲି । [383, 1837, 743, 1895]
sudoku-cell [1432, 1784, 1466, 1810]
sudoku-cell: 2 [1295, 1810, 1329, 1836]
sudoku-answer-cell: 5 [1381, 1969, 1402, 1981]
sudoku-answer-cell: 1 [1319, 1969, 1340, 1981]
letter1-text: ମହାଶୟ, ଗତ ଫେବୃଆରୀ ୯ ତାରିଖରେ ଦିଲ୍ଲୀର ଜେଏନ୍ୟୁରେ ଘଟିଥିବା ଘଟଣା ଦେଶକୁ ଚକିତ କରିଛି । କିଛି ଛାତ୍ର ଦେଶବିରୋଧୀ ସ୍ଲୋଗାନ ଦେଇଥିଲେ । ଏହାକୁ ସମର୍ଥନ କରୁଥିବା ରାଜନୀତି ଅତ୍ୟନ୍ତ ନିନ୍ଦନୀୟ । ଦେଶର ଏକତା ଓ ଅଖଣ୍ଡତା ରକ୍ଷା କରିବା ସମସ୍ତଙ୍କ କର୍ତ୍ତବ୍ୟ । [1145, 621, 1480, 679]
ration-card-headline: ରାଶନ କାର୍ଡ ଚାଟି [126, 318, 255, 342]
cmyk-mark-mid-right: C M Y K [1483, 999, 1495, 1050]
article2-intro-text: ଦୁଇଟିନ ଆଗରୁ ସେ ବାହାହୋଇଛି । ସ୍ୱାମୀ ସ୍ତ୍ରୀଙ୍କ ମଧ୍ୟରେ ସମ୍ପର୍କ ତିକ୍ତ ହୋଇଯାଇଛି । ପରିବାରର ମାନେ ବୁଝାଇବାକୁ ଚେଷ୍ଟା କରିଥିଲେ । କିନ୍ତୁ କିଛି ଲାଭ ହେଲା ନାହିଁ । ସମାଜରେ ବିବାହ ବିଚ୍ଛେଦର ମାମଲା କ୍ରମଶଃ ବଢ଼ୁଛି । ଆଦାଲତରେ ହଜାର ହଜାର ମାମଲା ବିଚାରାଧୀନ ରହିଛି । ଏହା ପରିବାର ଓ ପିଲାମାନଙ୍କ ଭବିଷ୍ୟତ ଉପରେ ପ୍ରଭାବ ପକାଉଛି । [28, 801, 498, 859]
district-name: ରାୟଗଡ଼ା [84, 256, 200, 296]
sudoku-cell: A [1158, 1836, 1192, 1862]
sudoku-title-or: ସୁ–ଡୋ–କୁ [1320, 1584, 1422, 1615]
footer-gray-bar [1352, 2204, 1374, 2218]
article3-col3c [753, 1836, 1133, 2066]
address-line: ବି–୨୧, ଉଦ୍ୟୋଗ ବିହାର, ଭୁବନେଶ୍ୱର–୭୫୧୦୧୦ [1212, 1384, 1413, 1397]
sudoku-cell [1226, 1628, 1260, 1654]
letter1-text-extra: ଆମ ଓଡ଼ିଶାରେ କେବୁଲ ଅପରେଟରଙ୍କ ମାଧ୍ୟମରେ ଅନେକ ଚ୍ୟାନେଲ ପ୍ରଦର୍ଶିତ ହେଉଛି । ହେଲେ ଓଡ଼ିଆ ଚ୍ୟାନେଲ ପ୍ରଦର୍ଶିତ ହେଉନାହିଁ । ଏଥିପ୍ରତି ପ୍ରଶାସନ ଦୃଷ୍ଟି ଦେବା ଆବଶ୍ୟକ । [1145, 681, 1480, 725]
article3-byline-box [665, 1720, 965, 1832]
sudoku-cell [1226, 1758, 1260, 1784]
sudoku-title-en: su do ku [1152, 1585, 1313, 1615]
footer-gray-bar [555, 2204, 577, 2218]
dilip-cherian-photo [650, 416, 750, 516]
sudoku-answer-cell: 8 [1444, 1921, 1465, 1933]
sudoku-answer-cell: 3 [1319, 1981, 1340, 1993]
article2-col3b-text2: ମନୁଷ୍ୟ ପାର୍ଯ୍ୟନ୍ତ ଯେ କେବଳ ତାଙ୍କ ସମସ୍ୟାକୁ ବୁଝାଇପାରନ୍ତି । ପରସ୍ପର ପ୍ରତି ବିଶ୍ୱାସ ଓ ସମ୍ମାନ ଅଭାବରୁ ସମ୍ପର୍କ ଦୁର୍ବଳ ହୁଏ । ବିବାହ ଏକ ପବିତ୍ର ବନ୍ଧନ । [945, 1139, 1133, 1198]
article3-byline-author: ଡ. ନରହରି ବେହେରା [773, 1750, 963, 1781]
letter1-title: ଦେଶଦ୍ରୋହ ସମର୍ଥତ ରାଜନୀତି [1206, 590, 1419, 612]
sudoku-answer-cell: 8 [1298, 1897, 1319, 1909]
article2-intro: ଦୁଦୁଇଟିନ ଆଗରୁ ସେ ବାହାହୋଇଛି । ସ୍ୱାମୀ ସ୍ତ୍ରୀଙ୍କ ମଧ୍ୟରେ ସମ୍ପର୍କ ତିକ୍ତ ହୋଇଯାଇଛି । ପରିବାରର ମାନେ ବୁଝାଇବାକୁ ଚେଷ୍ଟା କରିଥିଲେ । କିନ୍ତୁ କିଛି ଲାଭ ହେଲା ନାହିଁ । ସମାଜରେ ବିବାହ ବିଚ୍ଛେଦର ମାମଲା କ୍ରମଶଃ ବଢ଼ୁଛି । ଆଦାଲତରେ ହଜାର ହଜାର ମାମଲା ବିଚାରାଧୀନ ରହିଛି । ଏହା ପରିବାର ଓ ପିଲାମାନଙ୍କ ଭବିଷ୍ୟତ ଉପରେ ପ୍ରଭାବ ପକାଉଛି । [28, 800, 498, 859]
ration-card-reporter: –କମଳଲୋଚନ ବେହେରା [255, 598, 353, 611]
sudoku-answer-cell: 9 [1361, 1909, 1382, 1921]
letters-address-box [1145, 1345, 1480, 1545]
sudoku-cell: C [1295, 1836, 1329, 1862]
article3-col2b [383, 1720, 658, 1830]
footer-gray-bar [905, 2204, 927, 2218]
sudoku-answer-cell: 2 [1444, 1969, 1465, 1981]
sudoku-answer-cell: 5 [1277, 1981, 1298, 1993]
sudoku-cell: 5 [1329, 1654, 1363, 1680]
sudoku-answer-cell: 4 [1402, 1909, 1423, 1921]
sudoku-cell [1432, 1836, 1466, 1862]
address-intro: ପାଠକ ଶ୍ରେଷ୍ଠ ବିଚାରଜ୍ଞ ସ୍ତମ୍ଭ ପାଇଁ ପତ୍ର ପଠାଇବାର ଠିକଣା: [1182, 1353, 1443, 1365]
article2-col2-text2: ଦୁଇଟିନ ଆଗରୁ ସେ ବାହାହୋଇଛି । ସ୍ୱାମୀ ସ୍ତ୍ରୀଙ୍କ ମଧ୍ୟରେ ସମ୍ପର୍କ ତିକ୍ତ ହୋଇଯାଇଛି । ପରିବାରର ମାନେ ବୁଝାଇବାକୁ ଚେଷ୍ଟା କରିଥିଲେ । କିନ୍ତୁ କିଛି ଲାଭ ହେଲା ନାହିଁ । ସମାଜରେ ବିବାହ ବିଚ୍ଛେଦର ମାମଲା କ୍ରମଶଃ ବଢ଼ୁଛି । ଆଦାଲତରେ ହଜାର ହଜାର ମାମଲା ବିଚାରାଧୀନ ରହିଛି । ଏହା ପରିବାର ଓ ପିଲାମାନଙ୍କ ଭବିଷ୍ୟତ ଉପରେ ପ୍ରଭାବ ପକାଉଛି । [383, 946, 743, 1005]
letter1-body [1145, 620, 1480, 950]
article1-col3c [888, 526, 1133, 764]
sudoku-cell: 9 [1363, 1732, 1397, 1758]
sudoku-cell [1261, 1810, 1295, 1836]
masthead-paper-name: ଧରିତ୍ରୀ [991, 15, 1035, 31]
sudoku-cell [1432, 1810, 1466, 1836]
sudoku-cell [1192, 1706, 1226, 1732]
article3-col3-text2: ବାପୁରେ, ମୁଁ ଜାଣେନି ଏ ଚିଠିଟା ତୁ କେଉଁଠି ପଢ଼ୁଥିବୁ । ତୋ ମା' ଚାଲିଯିବା ପରେ ଘରଟା ଖାଲି ଖାଲି ଲାଗୁଛି । ଏହି ବୟସରେ ଏକୁଟିଆ ରହିବା କଷ୍ଟକର । ତୁ ଯେତେବେଳେ ଛୋଟ ଥିଲୁ, ମୁଁ ତୋତେ କାନ୍ଧରେ ବସାଇ ମେଳା ଦେଖାଇବାକୁ ନେଉଥିଲି । ସେ ଦିନଗୁଡ଼ିକ ଆଜି ବହୁତ ମନେପଡ଼ୁଛି । ତୋ ପାଠପଢ଼ା ପାଇଁ ଜମି ବନ୍ଧା ପକାଇଥିଲି । [753, 1586, 1133, 1645]
sudoku-cell [1329, 1810, 1363, 1836]
sudoku-cell [1192, 1784, 1226, 1810]
sudoku-answer-cell: 3 [1402, 1969, 1423, 1981]
article2-col2-text4: ଅବସ୍ଥାରେ ଉଦ୍‌ବିଗ୍ନ ସମସ୍ୟାକୁ ସମାଧାନ କରିବା ପାଇଁ ପରାମର୍ଶଦାତାଙ୍କ ସାହାଯ୍ୟ ନିଆଯାଇପାରେ । ଆଧୁନିକ ଜୀବନଶୈଳୀ ସମ୍ପର୍କ ଉପରେ ଚାପ ପକାଉଛି । [383, 1053, 743, 1081]
letter3-title: ଶ୍ରୀମନ୍ଦିରରୁ ଅଳିଆ ହଟାଯାଉ [1210, 1164, 1415, 1185]
sudoku-answer-cell: 4 [1319, 1921, 1340, 1933]
sudoku-answer-cell: 9 [1319, 1897, 1340, 1909]
article3-col2-text: ଦେଇଥାନ୍ତି । ପିଲାଙ୍କ ପାଇଁ ବହୁ ସ୍ୱପ୍ନ ଦେଖିଥିଲି । ଆଜି ତୁ ବଡ଼ ସହରରେ ଭଲ ଚାକିରି କରୁଛୁ । ମୁଁ ଖୁସି । ହେଲେ ବେଳେବେଳେ ଫୋନ୍ କରିବୁ ବୋଲି ଆଶା ରଖେ । [383, 1556, 743, 1584]
sudoku-answer-cell: 1 [1298, 1933, 1319, 1945]
sudoku-cell: 6 [1261, 1680, 1295, 1706]
sudoku-answer-cell: 7 [1402, 1981, 1423, 1993]
chirantani-box [28, 8, 353, 176]
dharitri-25-box [28, 620, 353, 708]
sudoku-answer-cell: 9 [1381, 1933, 1402, 1945]
sudoku-answer-cell: 9 [1423, 1981, 1444, 1993]
sudoku-answer-cell: 8 [1402, 1945, 1423, 1957]
sudoku-answer-cell: 4 [1340, 1957, 1361, 1969]
editor-email-link[interactable]: E-mail:dharitripress@gmail.com [1228, 1416, 1397, 1428]
article2-col3b [945, 1108, 1133, 1223]
sudoku-answer-cell: 7 [1319, 1993, 1340, 2005]
sudoku-answer-cell: 2 [1381, 1921, 1402, 1933]
